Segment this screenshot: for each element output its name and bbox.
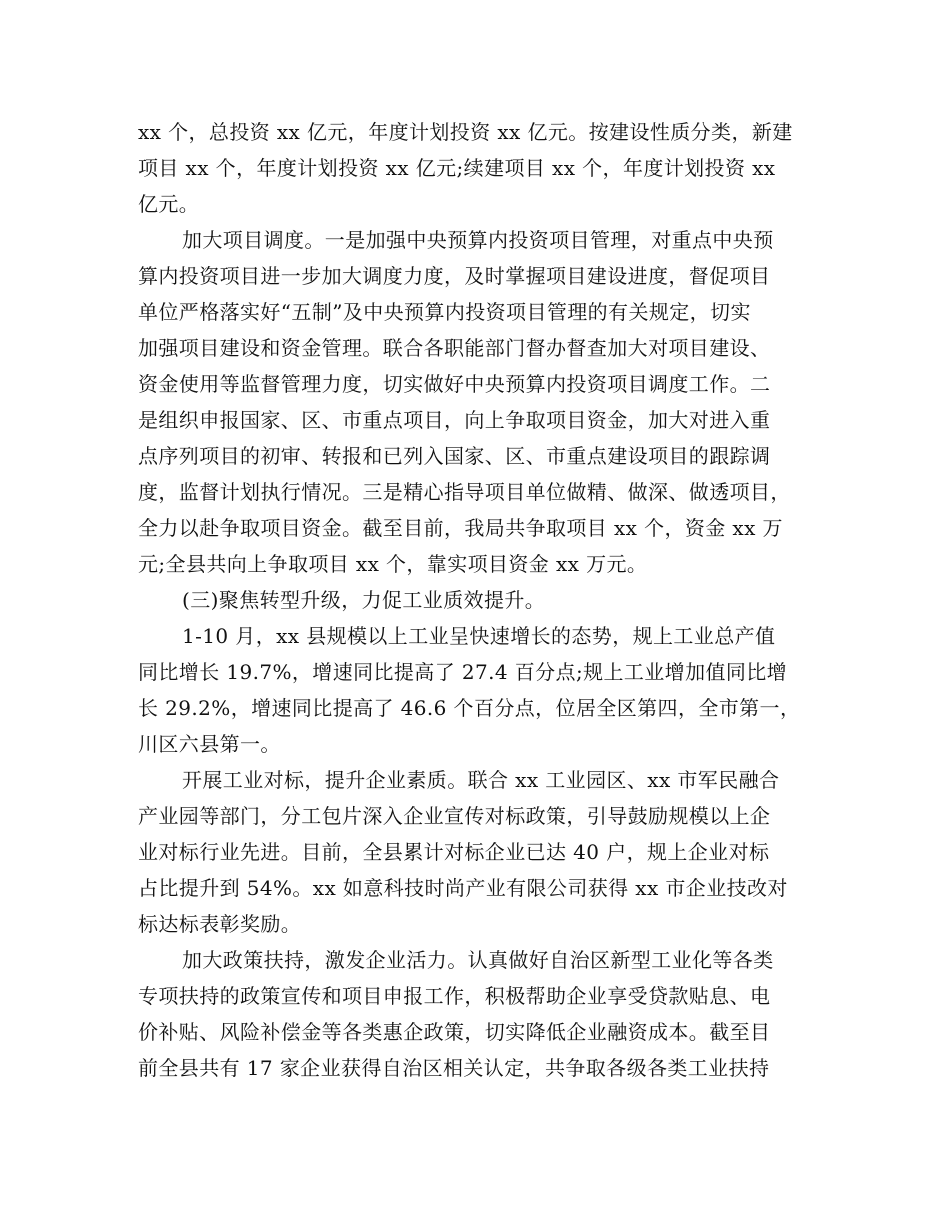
text-line: 加大项目调度。一是加强中央预算内投资项目管理，对重点中央预: [182, 228, 774, 252]
text-line: 前全县共有 17 家企业获得自治区相关认定，共争取各级各类工业扶持: [138, 1056, 770, 1080]
text-line: 元;全县共向上争取项目 xx 个，靠实项目资金 xx 万元。: [138, 552, 648, 576]
text-line: 资金使用等监督管理力度，切实做好中央预算内投资项目调度工作。二: [138, 372, 771, 396]
text-line: 是组织申报国家、区、市重点项目，向上争取项目资金，加大对进入重: [138, 408, 771, 432]
text-line: 开展工业对标，提升企业素质。联合 xx 工业园区、xx 市军民融合: [182, 768, 780, 792]
document-body: [138, 114, 814, 1086]
text-line: 业对标行业先进。目前，全县累计对标企业已达 40 户，规上企业对标: [138, 840, 770, 864]
text-line: 川区六县第一。: [138, 732, 281, 756]
text-line: 长 29.2%，增速同比提高了 46.6 个百分点，位居全区第四，全市第一，: [138, 696, 801, 720]
text-line: 点序列项目的初审、转报和已列入国家、区、市重点建设项目的跟踪调: [138, 444, 771, 468]
text-line: 全力以赴争取项目资金。截至目前，我局共争取项目 xx 个，资金 xx 万: [138, 516, 783, 540]
text-line: 项目 xx 个，年度计划投资 xx 亿元;续建项目 xx 个，年度计划投资 xx: [138, 156, 776, 180]
text-line: 加大政策扶持，激发企业活力。认真做好自治区新型工业化等各类: [182, 948, 774, 972]
text-line: 标达标表彰奖励。: [138, 912, 302, 936]
text-line: 价补贴、风险补偿金等各类惠企政策，切实降低企业融资成本。截至目: [138, 1020, 771, 1044]
text-line: 同比增长 19.7%，增速同比提高了 27.4 百分点;规上工业增加值同比增: [138, 660, 788, 684]
text-line: 专项扶持的政策宣传和项目申报工作，积极帮助企业享受贷款贴息、电: [138, 984, 771, 1008]
text-line: 度，监督计划执行情况。三是精心指导项目单位做精、做深、做透项目，: [138, 480, 791, 504]
text-line: 1-10 月，xx 县规模以上工业呈快速增长的态势，规上工业总产值: [182, 624, 776, 648]
text-line: 占比提升到 54%。xx 如意科技时尚产业有限公司获得 xx 市企业技改对: [138, 876, 788, 900]
text-line: xx 个，总投资 xx 亿元，年度计划投资 xx 亿元。按建设性质分类，新建: [138, 120, 793, 144]
text-line: 产业园等部门，分工包片深入企业宣传对标政策，引导鼓励规模以上企: [138, 804, 771, 828]
text-line: (三)聚焦转型升级，力促工业质效提升。: [182, 588, 546, 612]
text-line: 单位严格落实好“五制”及中央预算内投资项目管理的有关规定，切实: [138, 300, 751, 324]
text-line: 亿元。: [138, 192, 200, 216]
text-line: 加强项目建设和资金管理。联合各职能部门督办督查加大对项目建设、: [138, 336, 771, 360]
text-line: 算内投资项目进一步加大调度力度，及时掌握项目建设进度，督促项目: [138, 264, 771, 288]
